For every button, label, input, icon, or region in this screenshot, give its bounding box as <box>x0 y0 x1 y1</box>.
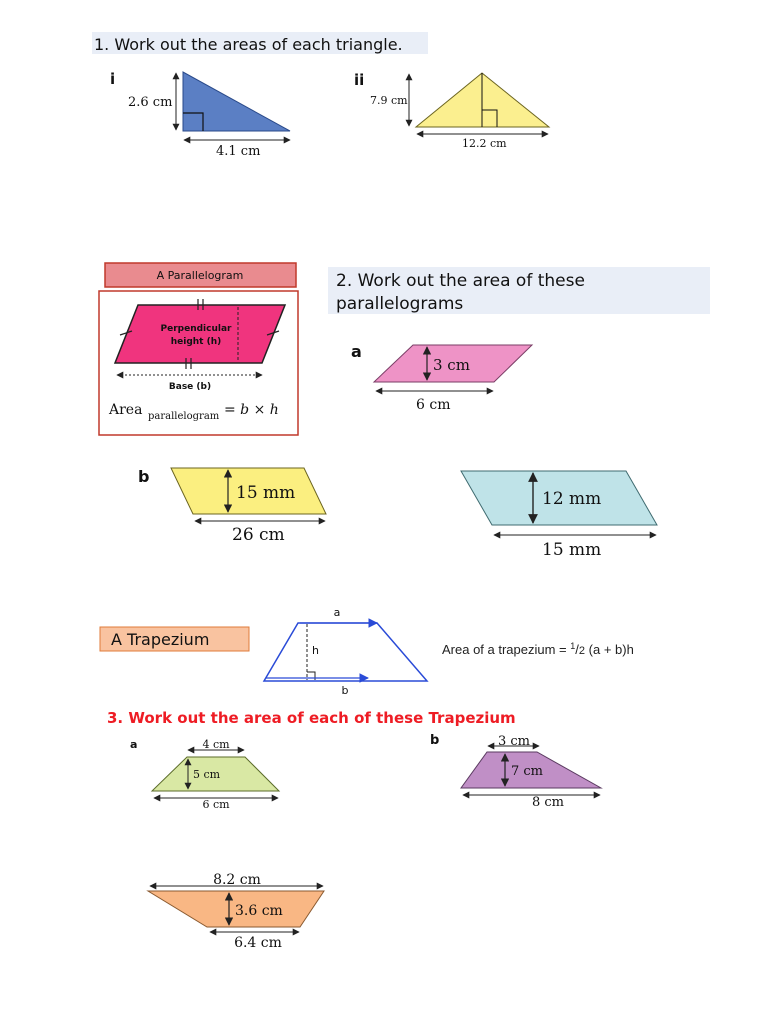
formula-subscript: parallelogram <box>148 411 220 422</box>
para-c-base-label: 15 mm <box>542 540 602 560</box>
trapezium-diagram <box>264 623 427 681</box>
trap-c-top-label: 8.2 cm <box>213 872 261 888</box>
para-b-label: b <box>138 467 150 486</box>
trap-c-bottom-label: 6.4 cm <box>234 935 282 951</box>
tri-i-base-label: 4.1 cm <box>216 144 261 159</box>
trap-top-label: a <box>333 606 341 619</box>
para-a-label: a <box>351 342 362 361</box>
trap-c-height-label: 3.6 cm <box>235 903 283 919</box>
tri-ii-label: ii <box>354 71 365 89</box>
q2-heading-line2: parallelograms <box>336 294 464 314</box>
tri-ii-height-label: 7.9 cm <box>370 94 408 107</box>
q1-heading: 1. Work out the areas of each triangle. <box>94 35 403 54</box>
para-a-height-label: 3 cm <box>433 356 470 374</box>
tri-i-height-label: 2.6 cm <box>128 95 173 110</box>
trap-right-angle <box>307 672 315 680</box>
para-b-base-label: 26 cm <box>232 525 285 545</box>
base-label: Base (b) <box>168 382 212 392</box>
para-c-height-label: 12 mm <box>542 489 602 509</box>
q2-heading-line1: 2. Work out the area of these <box>336 271 585 291</box>
q3-heading-number: 3. <box>107 709 124 727</box>
trap-b-bottom-label: 8 cm <box>531 795 565 810</box>
formula-prefix: Area <box>109 402 143 418</box>
q3-heading-text: Work out the area of each of these Trapezium <box>123 709 516 727</box>
formula-num: 1 <box>570 641 576 651</box>
trapezium-formula <box>442 641 634 657</box>
triangle-i <box>183 72 290 131</box>
formula-rhs: = b × h <box>224 402 279 418</box>
formula-slash: / <box>575 642 579 657</box>
para-a-base-label: 6 cm <box>416 397 451 413</box>
para-b-height-label: 15 mm <box>236 483 296 503</box>
trap-bottom-label: b <box>341 684 349 697</box>
trapezium-title: A Trapezium <box>111 630 210 649</box>
height-label-line1: Perpendicular <box>160 324 232 334</box>
tri-i-label: i <box>110 70 116 88</box>
trap-a-height-label: 5 cm <box>193 768 221 781</box>
formula-text: Area of a trapezium = <box>442 642 571 657</box>
trap-a-label: a <box>130 738 138 751</box>
parallelogram-title: A Parallelogram <box>156 269 244 282</box>
height-label-line2: height (h) <box>170 337 222 347</box>
trap-height-label: h <box>312 644 319 657</box>
trap-b-label: b <box>430 733 440 748</box>
trap-b-height-label: 7 cm <box>511 764 544 779</box>
trap-a-top-label: 4 cm <box>202 738 230 751</box>
trap-b-top-label: 3 cm <box>497 734 531 749</box>
trap-a-bottom-label: 6 cm <box>202 798 230 811</box>
q3-heading <box>107 709 516 727</box>
formula-rest: (a + b)h <box>585 642 634 657</box>
formula-den: 2 <box>578 645 586 657</box>
parallelogram-diagram <box>115 305 285 363</box>
tri-ii-base-label: 12.2 cm <box>462 137 507 150</box>
